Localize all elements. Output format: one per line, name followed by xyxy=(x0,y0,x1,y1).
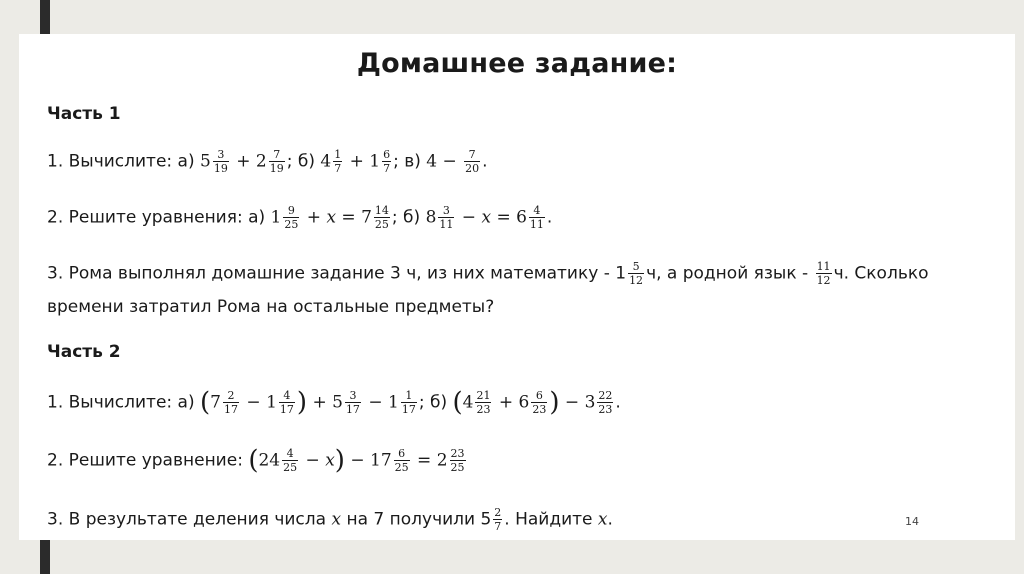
fraction: $\frac{4}{11}$ xyxy=(529,204,544,231)
fraction: $\frac{22}{23}$ xyxy=(598,389,613,416)
fraction: $\frac{6}{7}$ xyxy=(383,148,391,175)
fraction: $\frac{14}{25}$ xyxy=(374,204,389,231)
fraction: $\frac{11}{12}$ xyxy=(816,260,831,287)
fraction: $\frac{6}{25}$ xyxy=(394,447,409,474)
slide-title: Домашнее задание: xyxy=(356,48,678,79)
fraction: $\frac{5}{12}$ xyxy=(629,260,644,287)
fraction: $\frac{3}{19}$ xyxy=(213,148,228,175)
part1-heading: Часть 1 xyxy=(47,104,121,124)
fraction: $\frac{4}{25}$ xyxy=(283,447,298,474)
fraction: $\frac{3}{11}$ xyxy=(439,204,454,231)
fraction: $\frac{1}{7}$ xyxy=(334,148,342,175)
part2-heading: Часть 2 xyxy=(47,342,121,362)
fraction: $\frac{7}{19}$ xyxy=(269,148,284,175)
fraction: $\frac{2}{7}$ xyxy=(494,506,502,533)
top-accent-bar xyxy=(40,0,50,34)
part1-task1: 1. Вычислите: а) 5 $\frac{3}{19}$ + 2 $\frac{7}{19}$ ; б) 4 $\frac{1}{7}$ + 1 $\frac{6}{7}$ ; в) 4 − $\frac{7}{20}$ . xyxy=(47,148,488,175)
fraction: $\frac{21}{23}$ xyxy=(476,389,491,416)
part2-task1: 1. Вычислите: а) (7 $\frac{2}{17}$ − 1 $\frac{4}{17}$ ) + 5 $\frac{3}{17}$ − 1 $\frac{1}{17}$ ; б) (4 $\frac{21}{23}$ + 6 $\frac{6}{23}$ ) − 3 $\frac{22}{23}$ . xyxy=(47,387,621,418)
part2-task2: 2. Решите уравнение: (24 $\frac{4}{25}$ − x) − 17 $\frac{6}{25}$ = 2 $\frac{23}{25}$ xyxy=(47,445,465,476)
part1-task3-line1: 3. Рома выполнял домашние задание 3 ч, из них математику - 1 $\frac{5}{12}$ ч, а родной язык - $\frac{11}{12}$ ч. Сколько xyxy=(47,260,929,287)
fraction: $\frac{2}{17}$ xyxy=(224,389,238,416)
fraction: $\frac{3}{17}$ xyxy=(345,389,360,416)
slide xyxy=(19,34,1015,540)
part1-task3-line2: времени затратил Рома на остальные предметы? xyxy=(47,297,495,317)
fraction: $\frac{9}{25}$ xyxy=(284,204,299,231)
bottom-accent-bar xyxy=(40,540,50,574)
part1-task2: 2. Решите уравнения: а) 1 $\frac{9}{25}$ + x = 7 $\frac{14}{25}$ ; б) 8 $\frac{3}{11}$ − x = 6 $\frac{4}{11}$ . xyxy=(47,204,553,231)
fraction: $\frac{4}{17}$ xyxy=(279,389,294,416)
fraction: $\frac{23}{25}$ xyxy=(450,447,465,474)
fraction: $\frac{7}{20}$ xyxy=(465,148,480,175)
fraction: $\frac{1}{17}$ xyxy=(401,389,416,416)
part2-task3: 3. В результате деления числа x на 7 получили 5 $\frac{2}{7}$ . Найдите x. xyxy=(47,506,613,533)
page-number: 14 xyxy=(905,515,919,528)
fraction: $\frac{6}{23}$ xyxy=(532,389,547,416)
